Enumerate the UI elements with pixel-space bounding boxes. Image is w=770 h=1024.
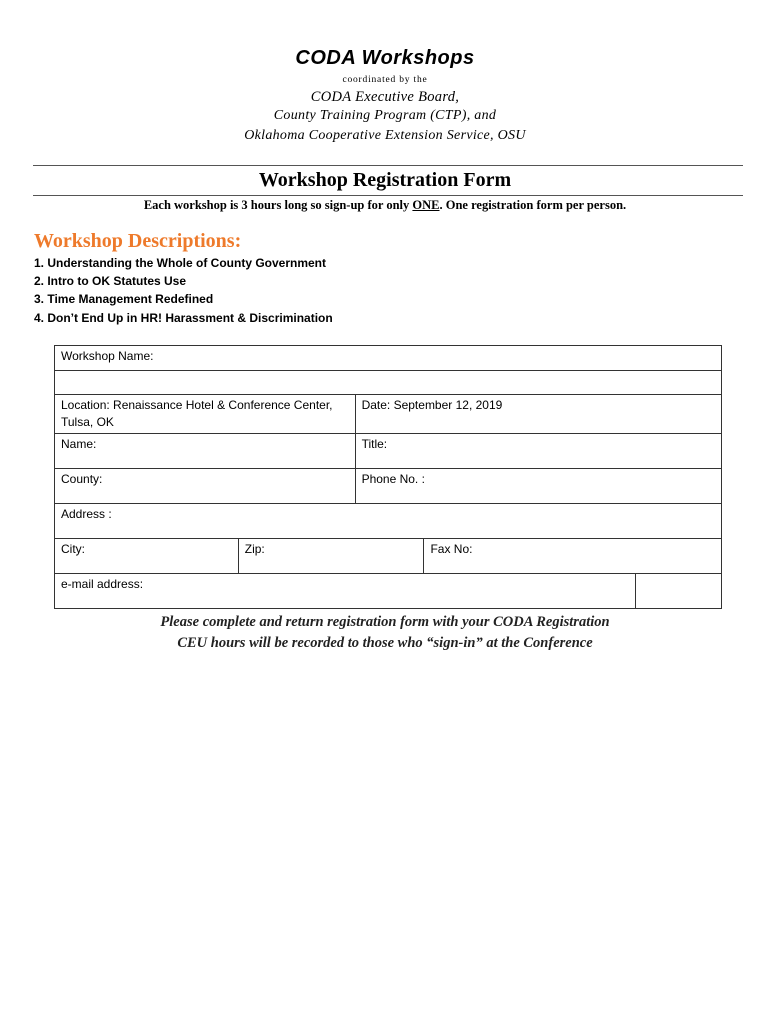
instructions-emphasis: ONE: [412, 198, 440, 212]
address-field[interactable]: Address :: [55, 504, 722, 539]
phone-field[interactable]: Phone No. :: [355, 469, 721, 504]
workshop-item-2: 2. Intro to OK Statutes Use: [34, 274, 187, 288]
zip-field[interactable]: Zip:: [238, 539, 424, 574]
registration-table: [54, 345, 722, 609]
city-field[interactable]: City:: [55, 539, 239, 574]
workshop-item-1: 1. Understanding the Whole of County Government: [34, 256, 327, 270]
instructions: [0, 198, 770, 213]
instructions-before: Each workshop is 3 hours long so sign-up for only: [143, 198, 413, 212]
instructions-after: . One registration form per person.: [439, 198, 627, 212]
footer-line-2: CEU hours will be recorded to those who “sign-in” at the Conference: [177, 635, 593, 651]
workshop-list: [34, 254, 333, 327]
location-field: Location: Renaissance Hotel & Conference Center, Tulsa, OK: [55, 395, 356, 434]
footer-line-1: Please complete and return registration form with your CODA Registration: [160, 614, 610, 630]
fax-field[interactable]: Fax No:: [424, 539, 722, 574]
date-field: Date: September 12, 2019: [355, 395, 721, 434]
workshop-name-field[interactable]: Workshop Name:: [55, 346, 722, 371]
title-field[interactable]: Title:: [355, 434, 721, 469]
document-title: CODA Workshops: [295, 47, 475, 69]
email-field[interactable]: e-mail address:: [55, 574, 636, 609]
org-line-3: Oklahoma Cooperative Extension Service, OSU: [244, 128, 526, 143]
email-extra-field[interactable]: [636, 574, 722, 609]
org-line-2: County Training Program (CTP), and: [273, 108, 497, 123]
workshop-item-4: 4. Don’t End Up in HR! Harassment & Discrimination: [34, 311, 333, 325]
org-line-1: CODA Executive Board,: [310, 89, 460, 105]
name-field[interactable]: Name:: [55, 434, 356, 469]
workshop-item-3: 3. Time Management Redefined: [34, 292, 214, 306]
top-divider: [33, 165, 743, 166]
county-field[interactable]: County:: [55, 469, 356, 504]
bottom-divider: [33, 195, 743, 196]
form-title: Workshop Registration Form: [258, 169, 512, 191]
descriptions-title: Workshop Descriptions:: [34, 230, 242, 252]
coordinated-by-text: coordinated by the: [342, 75, 428, 85]
workshop-name-extra-field[interactable]: [55, 371, 722, 395]
